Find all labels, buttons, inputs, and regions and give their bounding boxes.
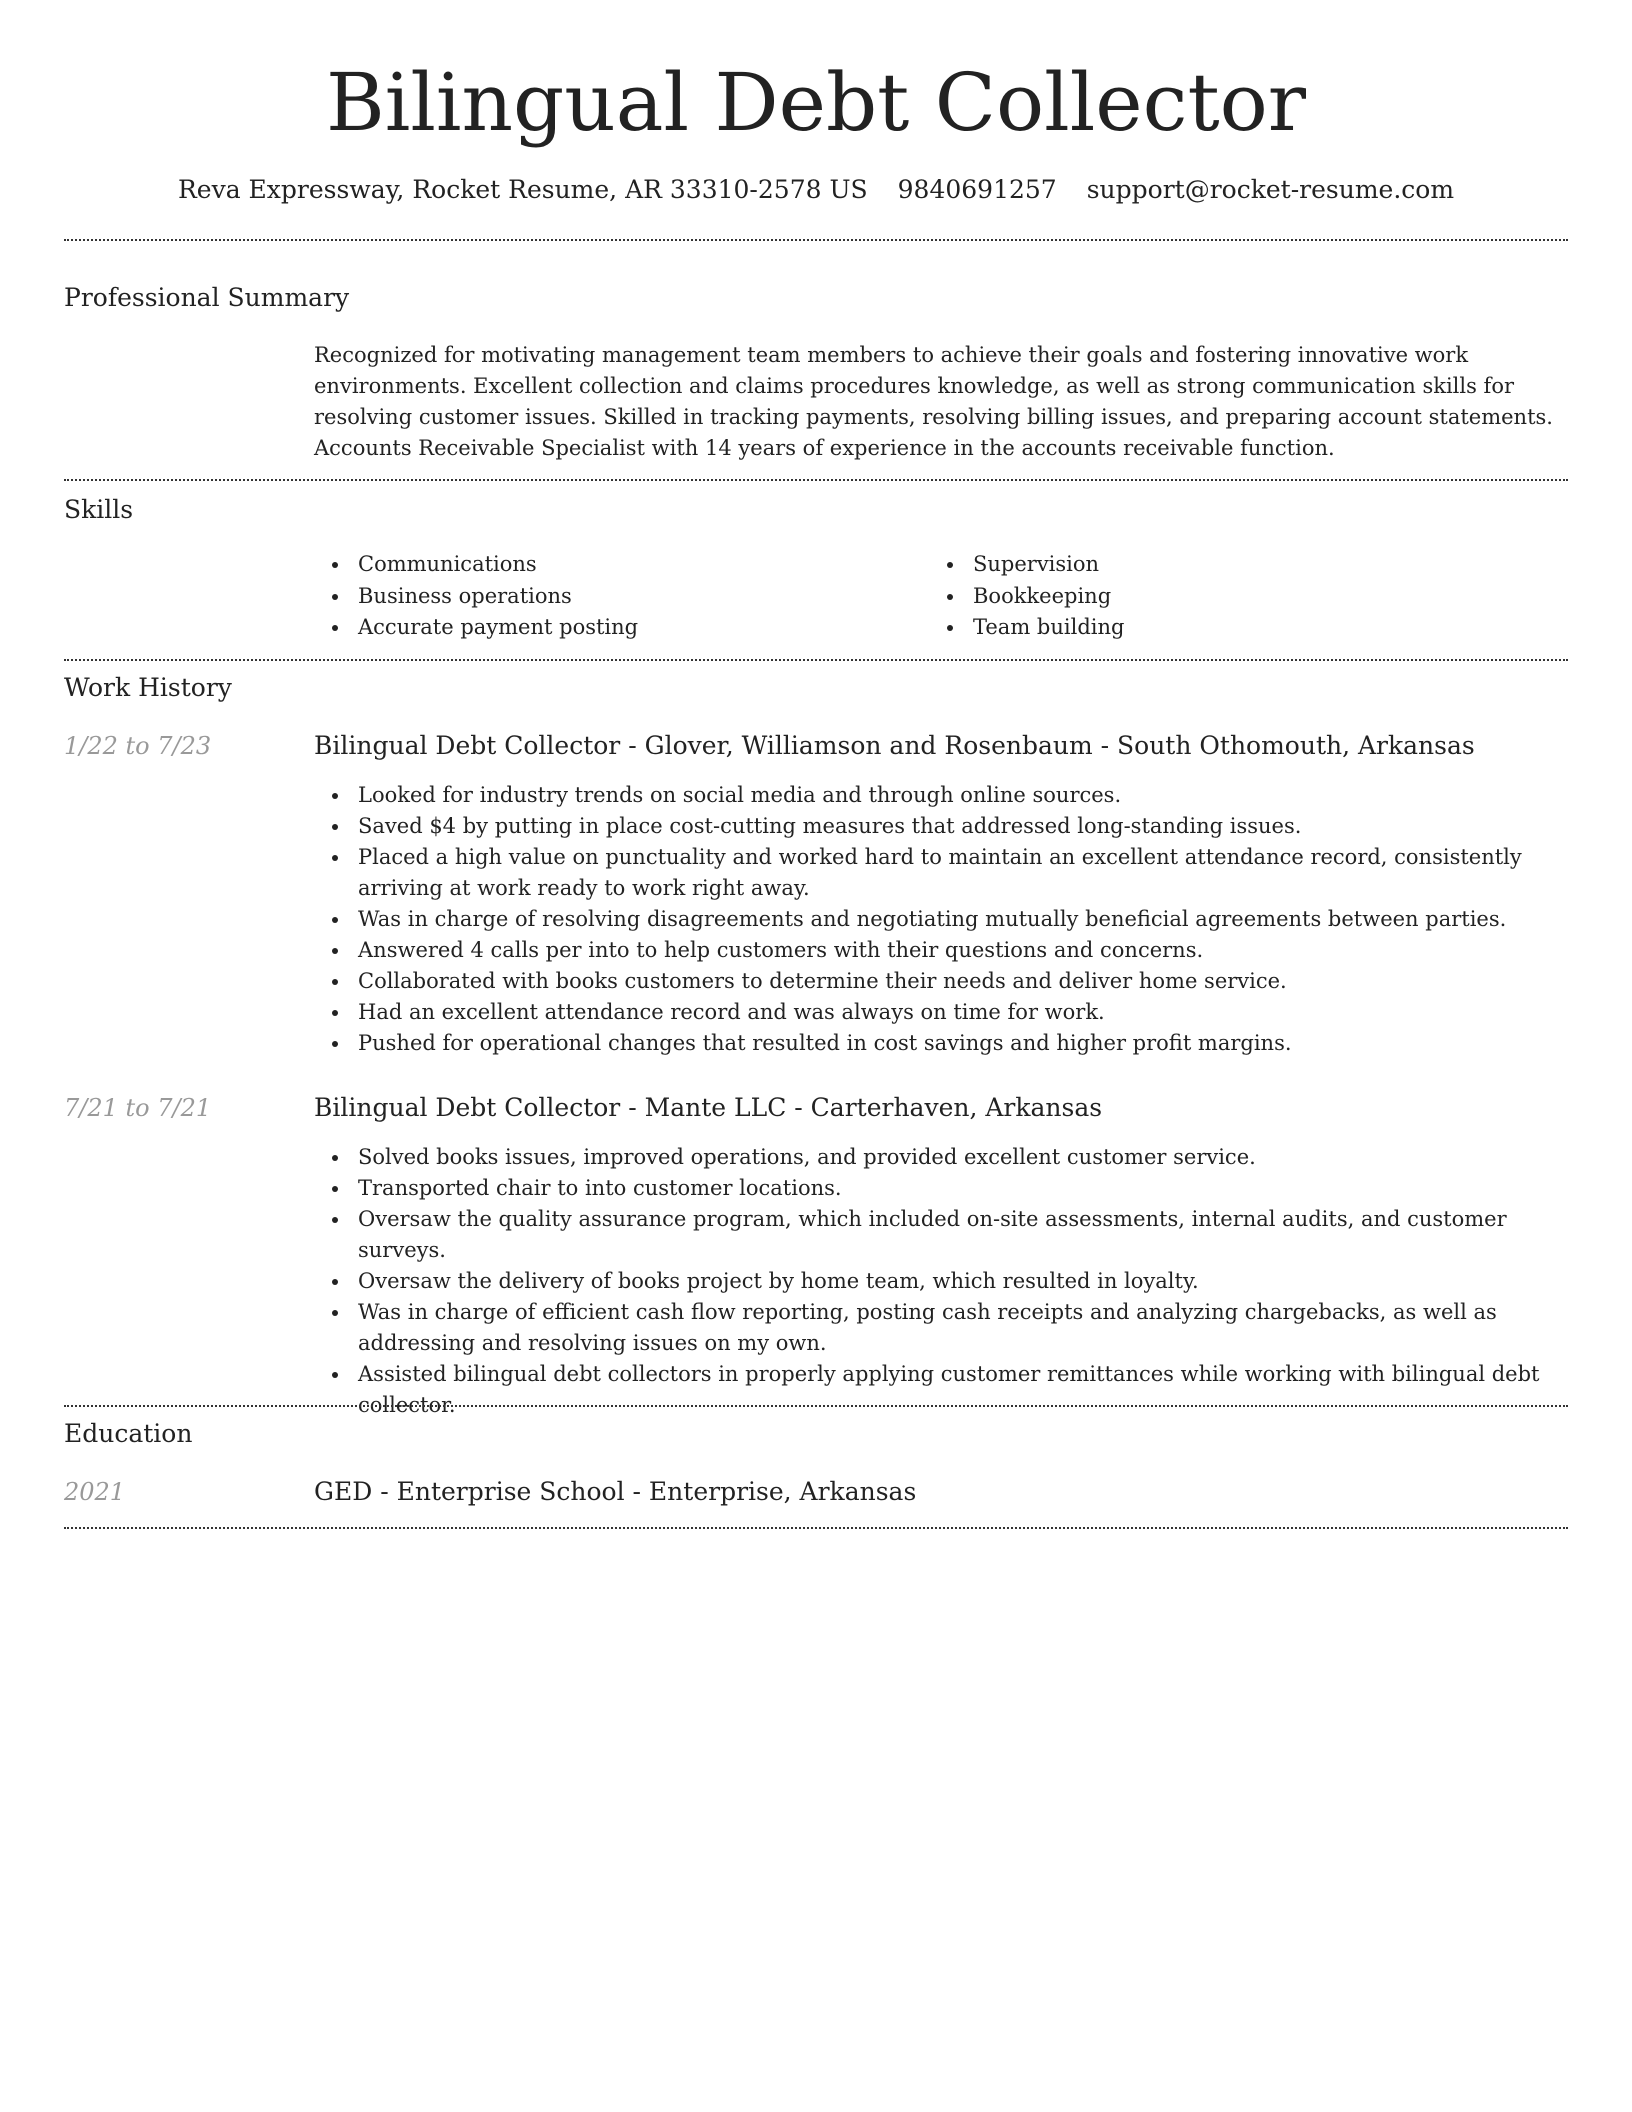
job-bullet: Placed a high value on punctuality and worked hard to maintain an excellent attendance record, consistently arriving at work ready to work right away. <box>314 842 1568 904</box>
skills-divider <box>64 659 1568 661</box>
job-bullet: Transported chair to into customer locations. <box>314 1173 1568 1204</box>
job-bullet: Was in charge of efficient cash flow reporting, posting cash receipts and analyzing chargebacks, as well as addressing and resolving issues on my own. <box>314 1297 1568 1359</box>
address: Reva Expressway, Rocket Resume, AR 33310-2578 US <box>177 175 868 204</box>
skill-item: Supervision <box>929 549 1529 581</box>
job-bullet: Had an excellent attendance record and was always on time for work. <box>314 997 1568 1028</box>
job-bullet: Oversaw the delivery of books project by home team, which resulted in loyalty. <box>314 1266 1568 1297</box>
skill-item: Bookkeeping <box>929 581 1529 613</box>
job-bullet: Oversaw the quality assurance program, which included on-site assessments, internal audits, and customer surveys. <box>314 1204 1568 1266</box>
phone-number: 9840691257 <box>897 175 1057 204</box>
education-heading: Education <box>64 1419 193 1448</box>
education-year: 2021 <box>64 1478 126 1506</box>
job-bullet: Assisted bilingual debt collectors in properly applying customer remittances while working with bilingual debt collector. <box>314 1359 1568 1421</box>
work-divider <box>64 1405 1568 1407</box>
skills-heading: Skills <box>64 495 134 524</box>
job-dates: 1/22 to 7/23 <box>64 732 212 760</box>
summary-text: Recognized for motivating management team members to achieve their goals and fostering innovative work environments. Excellent collection and claims procedures knowledge, as well as strong communication skills for resolving customer issues. Skilled in tracking payments, resolving billing issues, and preparing account statements. Accounts Receivable Specialist with 14 years of experience in the accounts receivable function. <box>314 343 1553 460</box>
job-bullet: Was in charge of resolving disagreements and negotiating mutually beneficial agreements between parties. <box>314 904 1568 935</box>
skill-item: Business operations <box>314 581 894 613</box>
education-entry: GED - Enterprise School - Enterprise, Arkansas <box>314 1477 917 1506</box>
email-address: support@rocket-resume.com <box>1086 175 1455 204</box>
summary-divider <box>64 479 1568 481</box>
skill-item: Team building <box>929 612 1529 644</box>
skill-item: Communications <box>314 549 894 581</box>
header-divider <box>64 239 1568 241</box>
job-bullets <box>314 1142 1568 1421</box>
work-history-heading: Work History <box>64 673 232 702</box>
education-divider <box>64 1527 1568 1529</box>
contact-line <box>0 170 1632 210</box>
skills-list-right <box>929 549 1529 644</box>
job-bullet: Solved books issues, improved operations, and provided excellent customer service. <box>314 1142 1568 1173</box>
candidate-name: Bilingual Debt Collector <box>325 56 1307 149</box>
job-bullet: Looked for industry trends on social media and through online sources. <box>314 780 1568 811</box>
job-bullet: Answered 4 calls per into to help customers with their questions and concerns. <box>314 935 1568 966</box>
job-bullet: Collaborated with books customers to determine their needs and deliver home service. <box>314 966 1568 997</box>
summary-heading: Professional Summary <box>64 283 350 312</box>
job-bullet: Pushed for operational changes that resulted in cost savings and higher profit margins. <box>314 1028 1568 1059</box>
job-bullet: Saved $4 by putting in place cost-cutting measures that addressed long-standing issues. <box>314 811 1568 842</box>
job-heading: Bilingual Debt Collector - Mante LLC - Carterhaven, Arkansas <box>314 1093 1103 1122</box>
skills-list-left <box>314 549 894 644</box>
job-heading: Bilingual Debt Collector - Glover, Williamson and Rosenbaum - South Othomouth, Arkansas <box>314 731 1475 760</box>
job-dates: 7/21 to 7/21 <box>64 1094 212 1122</box>
skill-item: Accurate payment posting <box>314 612 894 644</box>
job-bullets <box>314 780 1568 1059</box>
